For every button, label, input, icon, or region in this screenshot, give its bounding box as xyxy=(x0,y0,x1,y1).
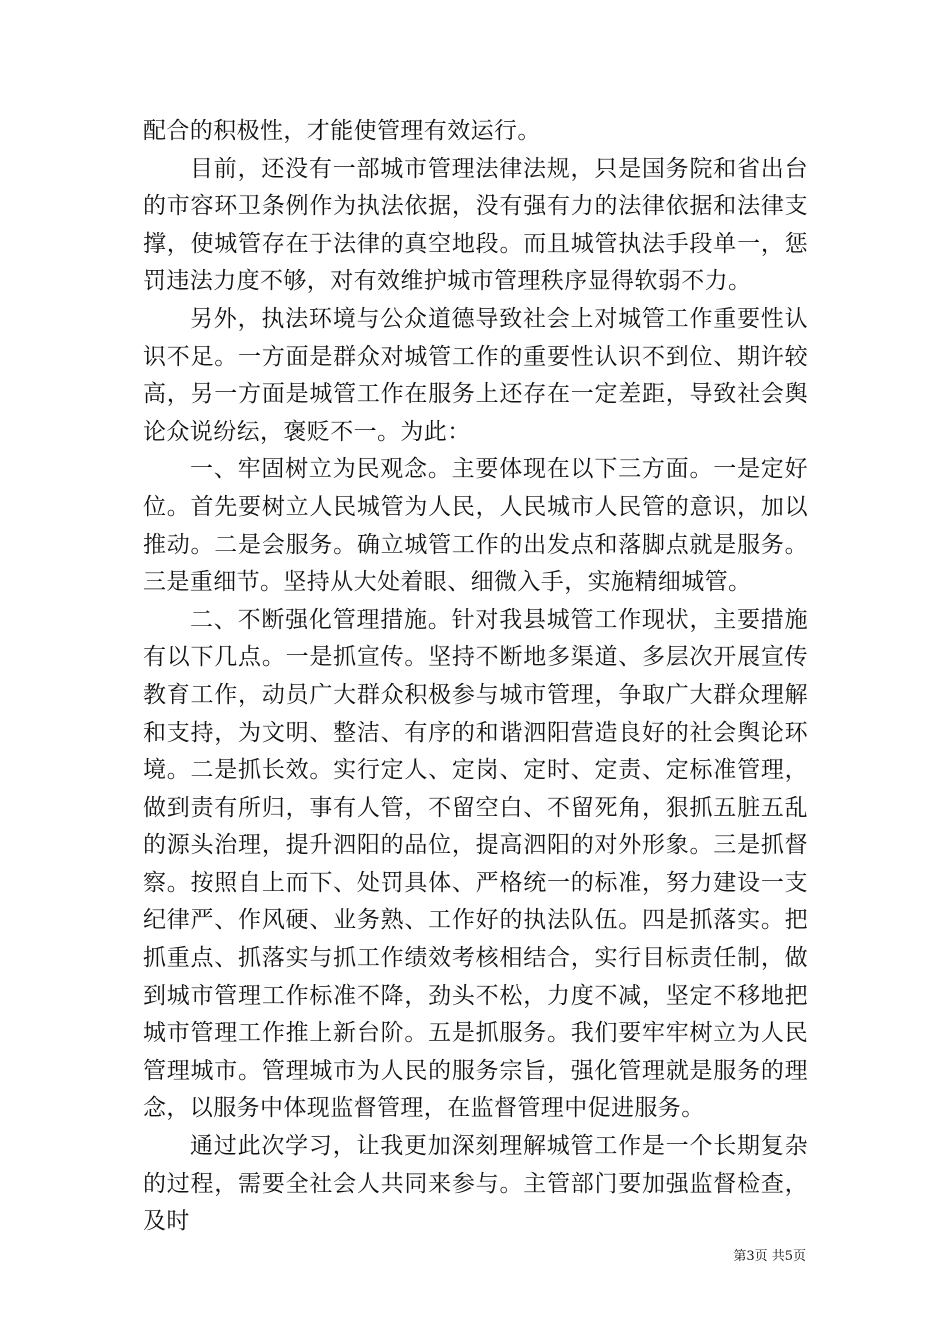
page-number-footer: 第3页 共5页 xyxy=(733,1249,806,1264)
paragraph-3: 另外，执法环境与公众道德导致社会上对城管工作重要性认识不足。一方面是群众对城管工作的重要性认识不到位、期许较高，另一方面是城管工作在服务上还存在一定差距，导致社会舆论众说纷纭，褒贬不一。为此： xyxy=(143,305,808,445)
paragraph-5: 二、不断强化管理措施。针对我县城管工作现状，主要措施有以下几点。一是抓宣传。坚持不断地多渠道、多层次开展宣传教育工作，动员广大群众积极参与城市管理，争取广大群众理解和支持，为文明、整洁、有序的和谐泗阳营造良好的社会舆论环境。二是抓长效。实行定人、定岗、定时、定责、定标准管理，做到责有所归，事有人管，不留空白、不留死角，狠抓五脏五乱的源头治理，提升泗阳的品位，提高泗阳的对外形象。三是抓督察。按照自上而下、处罚具体、严格统一的标准，努力建设一支纪律严、作风硬、业务熟、工作好的执法队伍。四是抓落实。把抓重点、抓落实与抓工作绩效考核相结合，实行目标责任制，做到城市管理工作标准不降，劲头不松，力度不减，坚定不移地把城市管理工作推上新台阶。五是抓服务。我们要牢牢树立为人民管理城市。管理城市为人民的服务宗旨，强化管理就是服务的理念，以服务中体现监督管理，在监督管理中促进服务。 xyxy=(143,606,808,1122)
paragraph-4: 一、牢固树立为民观念。主要体现在以下三方面。一是定好位。首先要树立人民城管为人民，人民城市人民管的意识，加以推动。二是会服务。确立城管工作的出发点和落脚点就是服务。三是重细节。坚持从大处着眼、细微入手，实施精细城管。 xyxy=(143,456,808,596)
paragraph-6: 通过此次学习，让我更加深刻理解城管工作是一个长期复杂的过程，需要全社会人共同来参与。主管部门要加强监督检查，及时 xyxy=(143,1133,808,1235)
paragraph-2: 目前，还没有一部城市管理法律法规，只是国务院和省出台的市容环卫条例作为执法依据，没有强有力的法律依据和法律支撑，使城管存在于法律的真空地段。而且城管执法手段单一，惩罚违法力度不够，对有效维护城市管理秩序显得软弱不力。 xyxy=(143,155,808,295)
document-body xyxy=(143,113,808,1241)
paragraph-1: 配合的积极性，才能使管理有效运行。 xyxy=(143,118,541,144)
